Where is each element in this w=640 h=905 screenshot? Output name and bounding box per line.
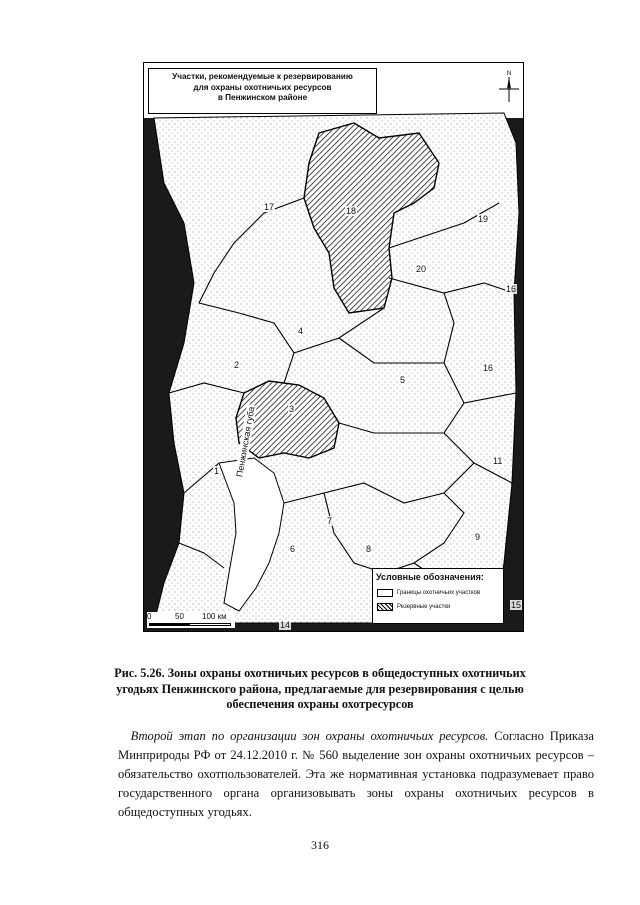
region-number-20: 20 bbox=[416, 264, 427, 274]
legend-swatch-outline bbox=[377, 589, 393, 597]
map-legend bbox=[372, 568, 504, 624]
legend-item-boundaries bbox=[377, 589, 480, 597]
region-number-3: 3 bbox=[289, 404, 295, 414]
north-arrow-icon bbox=[497, 68, 521, 104]
caption-line: Рис. 5.26. Зоны охраны охотничьих ресурсов в общедоступных охотничьих bbox=[114, 666, 526, 680]
region-number-19: 19 bbox=[478, 214, 489, 224]
north-label: N bbox=[507, 71, 512, 77]
map-figure bbox=[143, 62, 524, 632]
map-title-line: Участки, рекомендуемые к резервированию bbox=[172, 72, 353, 81]
map-title-box bbox=[148, 68, 377, 114]
map-drawing bbox=[144, 63, 524, 632]
region-number-8: 8 bbox=[366, 544, 372, 554]
region-number-7: 7 bbox=[327, 516, 333, 526]
paragraph-lead: Второй этап по организации зон охраны охотничьих ресурсов. bbox=[130, 729, 489, 743]
region-number-16: 16 bbox=[506, 284, 517, 294]
region-number-18: 18 bbox=[346, 206, 357, 216]
region-number-1: 1 bbox=[214, 466, 220, 476]
caption-line: обеспечения охраны охотресурсов bbox=[226, 697, 414, 711]
region-number-14: 14 bbox=[280, 620, 291, 630]
scale-label: 0 bbox=[147, 612, 152, 621]
legend-item-label: Границы охотничьих участков bbox=[397, 590, 481, 596]
scale-bar bbox=[147, 612, 235, 628]
region-number-17: 17 bbox=[264, 202, 275, 212]
legend-swatch-hatched bbox=[377, 603, 393, 611]
caption-line: угодьях Пенжинского района, предлагаемые для резервирования с целью bbox=[116, 681, 524, 696]
legend-item-reserve bbox=[377, 603, 450, 611]
region-number-11: 11 bbox=[493, 456, 503, 466]
region-number-2: 2 bbox=[234, 360, 240, 370]
region-number-5: 5 bbox=[400, 375, 406, 385]
region-number-6: 6 bbox=[290, 544, 296, 554]
paragraph-text: Согласно Приказа Минприроды РФ от 24.12.2010 г. № 560 выделение зон охраны охотничьих ресурсов – обязательство охотпользователей. Эта же нормативная установка подразумевает право государственного органа организовывать зоны охраны охотничьих ресурсов в общедоступных угодьях. bbox=[118, 729, 594, 819]
body-paragraph bbox=[118, 727, 594, 822]
bay-label: Пенжинская губа bbox=[234, 405, 257, 478]
legend-title: Условные обозначения: bbox=[376, 572, 484, 582]
legend-item-label: Резервные участки bbox=[397, 604, 451, 610]
region-number-9: 9 bbox=[475, 532, 481, 542]
figure-caption bbox=[108, 666, 532, 713]
region-number-15: 15 bbox=[511, 600, 522, 610]
region-number-4: 4 bbox=[298, 326, 304, 336]
scale-label: 50 bbox=[175, 612, 184, 621]
scale-line bbox=[149, 623, 231, 626]
map-title-line: в Пенжинском районе bbox=[217, 93, 308, 102]
map-title-line: для охраны охотничьих ресурсов bbox=[193, 82, 332, 92]
page-number: 316 bbox=[311, 838, 329, 852]
region-number-16b: 16 bbox=[483, 363, 494, 373]
scale-label: 100 км bbox=[202, 612, 227, 621]
